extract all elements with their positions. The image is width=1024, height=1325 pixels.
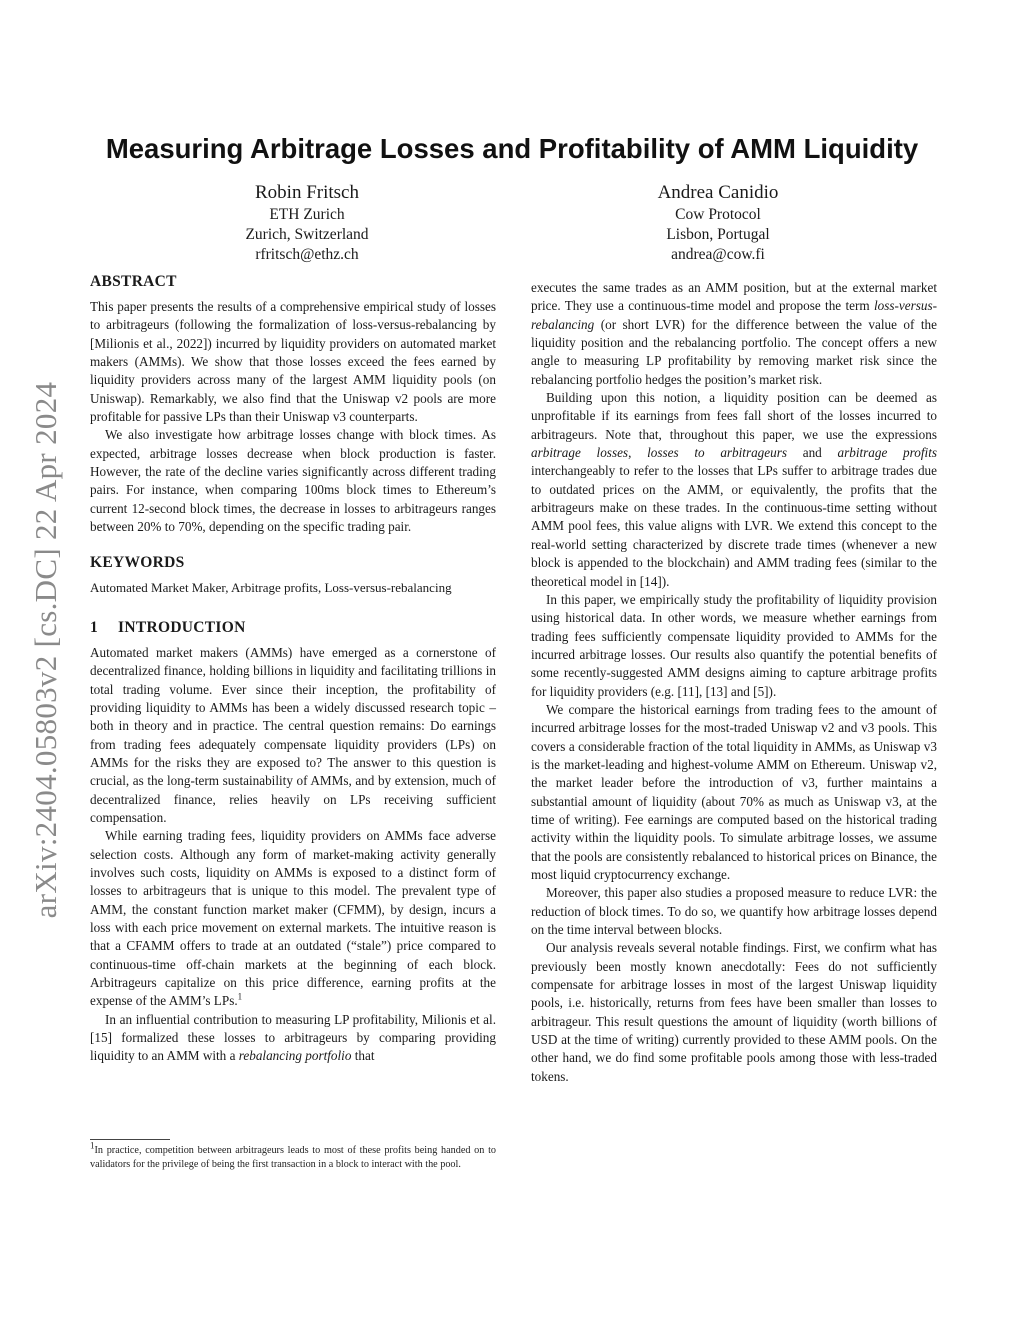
right-paragraph-6: Our analysis reveals several notable findings. First, we confirm what has previously been mostly known anecdotally: Fees do not sufficiently compensate for arbitrage losses in most of the largest Uniswap liquidity pools, i.e. historically, returns from fees have been smaller than losses to arbitrageur. This result questions the amount of liquidity (worth billions of USD at the time of writing) currently provided to these AMM pools. On the other hand, we do find some profitable pools among those with less-traded tokens. <box>531 940 937 1084</box>
footnote-divider <box>90 1139 170 1140</box>
right-paragraph-3: In this paper, we empirically study the profitability of liquidity provision using historical data. In other words, we measure whether earnings from trading fees sufficiently compensate liquidity provided to AMMs for the incurred arbitrage losses. Our results also quantify the potential benefits of some recently-suggested AMM designs aiming to capture arbitrage profits for liquidity providers (e.g. [11], [13] and [5]). <box>531 591 937 699</box>
footnote-text: In practice, competition between arbitrageurs leads to most of these profits being handed on to validators for the privilege of being the first transaction in a block to interact with the pool. <box>90 1145 496 1170</box>
author-name: Andrea Canidio <box>657 182 779 203</box>
author-block-2 <box>568 181 868 265</box>
author-block-1 <box>157 181 457 265</box>
intro-paragraph-2: While earning trading fees, liquidity providers on AMMs face adverse selection costs. Although any form of market-making activity generally involves such costs, liquidity on AMMs is exposed to a distinct form of losses to arbitrageurs that is unique to this model. The prevalent type of AMM, the constant function market maker (CFMM), by design, incurs a loss with each price movement on external markets. The intuitive reason is that a CFAMM offers to trade at an outdated (“stale”) price compared to continuous-time off-chain markets at the beginning of each block. Arbitrageurs capitalize on this price difference, earning profits at the expense of the AMM’s LPs.$^1$ <box>90 828 496 1009</box>
author-email: rfritsch@ethz.ch <box>255 246 359 263</box>
paper-title: Measuring Arbitrage Losses and Profitability of AMM Liquidity <box>105 133 919 164</box>
footnote-number: 1 <box>90 1140 95 1151</box>
right-paragraph-5: Moreover, this paper also studies a proposed measure to reduce LVR: the reduction of block times. To do so, we quantify how arbitrage losses depend on the time interval between blocks. <box>531 885 937 938</box>
abstract-heading: ABSTRACT <box>90 273 177 290</box>
intro-paragraph-3: In an influential contribution to measuring LP profitability, Milionis et al. [15] formalized these losses to arbitrageurs by comparing providing liquidity to an AMM with a rebalancing portfolio that <box>90 1011 496 1064</box>
arxiv-identifier-text: arXiv:2404.05803v2 [cs.DC] 22 Apr 2024 <box>28 381 63 919</box>
author-affiliation: Cow Protocol <box>675 206 761 223</box>
author-location: Zurich, Switzerland <box>245 226 369 243</box>
right-paragraph-2: Building upon this notion, a liquidity position can be deemed as unprofitable if its earnings from fees fall short of the losses incurred to arbitrageurs. Note that, throughout this paper, we use the expressions arbitrage losses, losses to arbitrageurs and arbitrage profits interchangeably to refer to the losses that LPs suffer to arbitrage trades due to outdated prices on the AMM, or equivalently, the profits that the arbitrageurs make on these trades. In the continuous-time setting without AMM pool fees, this value aligns with LVR. We extend this concept to the real-world setting characterized by discrete trade times (whenever a new block is appended to the blockchain) and AMM trading fees (similar to the theoretical model in [14]). <box>531 390 938 589</box>
footnote-mark[interactable]: 1 <box>237 991 243 1002</box>
section-number: 1 <box>90 618 99 636</box>
keywords-heading: KEYWORDS <box>90 554 185 572</box>
abstract-paragraph-2: We also investigate how arbitrage losses change with block times. As expected, arbitrage losses decrease when block production is faster. However, the rate of the decline varies significantly across different trading pairs. For instance, when comparing 100ms block times to Ethereum’s current 12-second block times, the decrease in losses to arbitrageurs ranges between 20% to 70%, depending on the specific trading pair. <box>90 427 496 535</box>
right-column <box>531 279 937 1086</box>
author-email: andrea@cow.fi <box>671 246 765 263</box>
section-title: INTRODUCTION <box>118 618 246 636</box>
author-affiliation: ETH Zurich <box>269 206 345 223</box>
right-paragraph-4: We compare the historical earnings from trading fees to the amount of incurred arbitrage losses for the most-traded Uniswap v2 and v3 pools. This covers a considerable fraction of the total liquidity in AMMs, as Uniswap v3 is the market-leading and highest-volume AMM on Ethereum. Uniswap v2, the market leader before the introduction of v3, further maintains a substantial amount of liquidity (about 70% as much as Uniswap v3, at the time of writing). Fee earnings are computed based on the historical trading activity within the liquidity pools. To simulate arbitrage losses, we assume that the pools are consistently rebalanced to historical prices on Binance, the most liquid cryptocurrency exchange. <box>531 701 937 882</box>
keywords-text: Automated Market Maker, Arbitrage profits, Loss-versus-rebalancing <box>90 580 452 596</box>
author-location: Lisbon, Portugal <box>666 226 770 243</box>
introduction-heading <box>90 618 496 638</box>
author-name: Robin Fritsch <box>255 182 359 203</box>
left-column <box>90 272 496 1066</box>
intro-paragraph-1: Automated market makers (AMMs) have emerged as a cornerstone of decentralized finance, holding billions in liquidity and facilitating trillions in total trading volume. Ever since their inception, the profitability of providing liquidity to AMMs has been a widely discussed research topic – both in theory and in practice. The central question remains: Do earnings from trading fees adequately compensate liquidity providers (LPs) on AMMs for the risks they are exposed to? The answer to this question is crucial, as the long-term sustainability of AMMs, and by extension, much of decentralized finance, relies heavily on LPs receiving sufficient compensation. <box>90 644 496 825</box>
footnote <box>90 1140 496 1171</box>
abstract-paragraph-1: This paper presents the results of a comprehensive empirical study of losses to arbitrageurs (following the formalization of loss-versus-rebalancing by [Milionis et al., 2022]) incurred by liquidity providers on automated market makers (AMMs). We show that those losses exceed the fees earned by liquidity providers across many of the largest AMM liquidity pools (on Uniswap). Remarkably, we also find that the Uniswap v2 pools are more profitable for passive LPs than their Uniswap v3 counterparts. <box>90 299 496 425</box>
right-paragraph-1: executes the same trades as an AMM position, but at the external market price. They use a continuous-time model and propose the term loss-versus-rebalancing (or short LVR) for the difference between the value of the liquidity position and the rebalancing portfolio. The concept offers a new angle to measuring LP profitability by removing market risk since the rebalancing portfolio hedges the position’s market risk. <box>531 280 937 387</box>
